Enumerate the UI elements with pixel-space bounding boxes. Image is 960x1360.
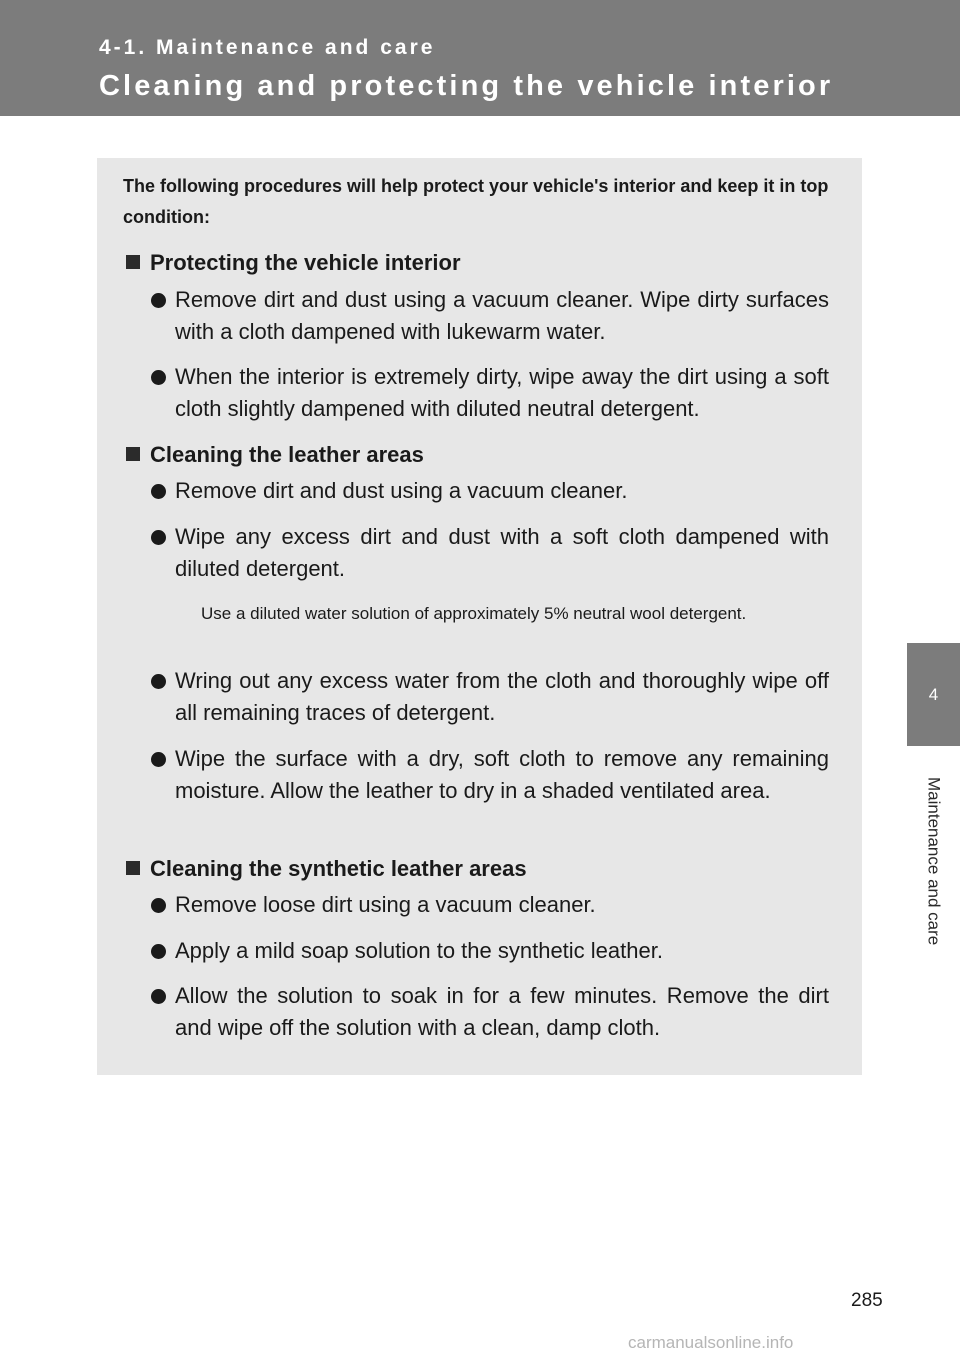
- list-item: [151, 665, 829, 729]
- list-item-text: Apply a mild soap solution to the synthetic leather.: [175, 938, 663, 963]
- chapter-tab: 4: [907, 643, 960, 746]
- round-bullet-icon: [151, 674, 166, 689]
- section-heading: [126, 247, 461, 278]
- list-item: [151, 361, 829, 425]
- page-header: [0, 0, 960, 116]
- round-bullet-icon: [151, 370, 166, 385]
- list-item: [151, 284, 829, 348]
- list-item: [151, 889, 829, 921]
- section-heading-text: Cleaning the synthetic leather areas: [150, 856, 527, 881]
- list-item-text: Wipe any excess dirt and dust with a soft cloth dampened with diluted detergent.: [175, 524, 829, 581]
- intro-text: The following procedures will help protect your vehicle's interior and keep it in top condition:: [123, 176, 829, 227]
- list-item-text: Allow the solution to soak in for a few minutes. Remove the dirt and wipe off the solution with a clean, damp cloth.: [175, 983, 829, 1040]
- square-bullet-icon: [126, 447, 140, 461]
- section-label: 4-1. Maintenance and care: [99, 36, 436, 59]
- list-item: [151, 521, 829, 585]
- list-item-text: Remove dirt and dust using a vacuum cleaner.: [175, 478, 628, 503]
- chapter-caption: [907, 756, 960, 966]
- page-number: 285: [851, 1290, 883, 1311]
- page-title: Cleaning and protecting the vehicle interior: [99, 70, 834, 102]
- square-bullet-icon: [126, 861, 140, 875]
- list-item: [151, 743, 829, 807]
- round-bullet-icon: [151, 484, 166, 499]
- round-bullet-icon: [151, 293, 166, 308]
- round-bullet-icon: [151, 944, 166, 959]
- list-item: [151, 475, 829, 507]
- section-heading: [126, 853, 527, 884]
- watermark: carmanualsonline.info: [628, 1333, 794, 1352]
- round-bullet-icon: [151, 989, 166, 1004]
- round-bullet-icon: [151, 752, 166, 767]
- list-item-text: Wring out any excess water from the cloth and thoroughly wipe off all remaining traces of detergent.: [175, 668, 829, 725]
- list-item: [151, 980, 829, 1044]
- list-item-text: Remove loose dirt using a vacuum cleaner.: [175, 892, 596, 917]
- section-heading-text: Cleaning the leather areas: [150, 442, 424, 467]
- section-heading-text: Protecting the vehicle interior: [150, 250, 461, 275]
- section-heading: [126, 439, 424, 470]
- list-item-text: Wipe the surface with a dry, soft cloth to remove any remaining moisture. Allow the leather to dry in a shaded ventilated area.: [175, 746, 829, 803]
- list-item-text: When the interior is extremely dirty, wipe away the dirt using a soft cloth slightly dampened with diluted neutral detergent.: [175, 364, 829, 421]
- list-item: [151, 935, 829, 967]
- list-item-text: Remove dirt and dust using a vacuum cleaner. Wipe dirty surfaces with a cloth dampened with lukewarm water.: [175, 287, 829, 344]
- square-bullet-icon: [126, 255, 140, 269]
- note-text: Use a diluted water solution of approximately 5% neutral wool detergent.: [201, 604, 747, 623]
- chapter-caption-text: Maintenance and care: [924, 776, 944, 946]
- round-bullet-icon: [151, 530, 166, 545]
- round-bullet-icon: [151, 898, 166, 913]
